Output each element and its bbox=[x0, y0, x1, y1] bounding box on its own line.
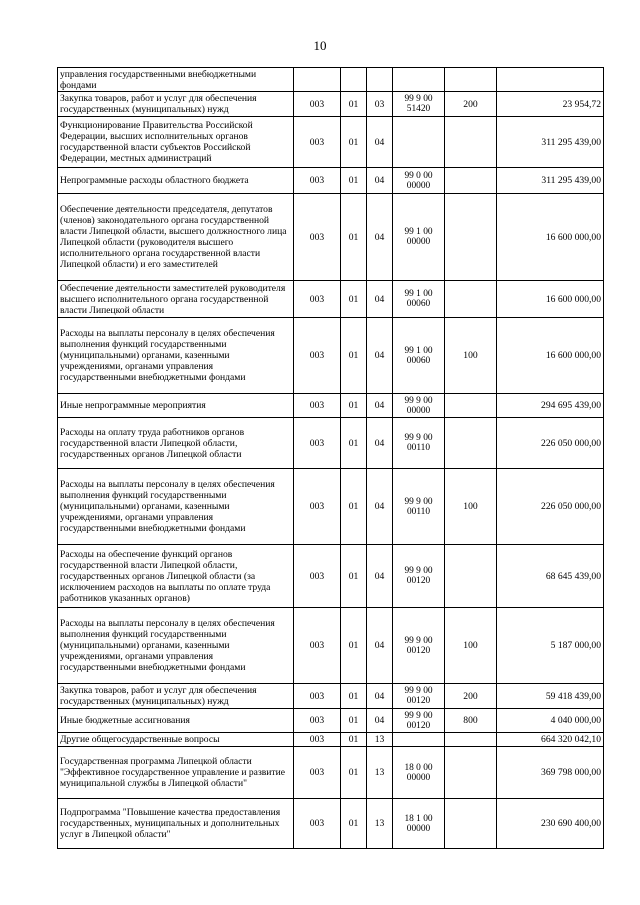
amount: 226 050 000,00 bbox=[497, 418, 604, 469]
expense-type-code: 200 bbox=[445, 684, 497, 709]
section-code: 01 bbox=[341, 733, 367, 747]
row-name: Расходы на выплаты персоналу в целях обеспечения выполнения функций государственными (муниципальными) органами, казенными учреждениями, органами управления государственными внебюджетными фондами bbox=[58, 469, 294, 545]
subsection-code bbox=[367, 68, 393, 92]
expense-type-code bbox=[445, 117, 497, 168]
expense-type-code: 100 bbox=[445, 469, 497, 545]
table-row bbox=[58, 117, 604, 168]
ministry-code: 003 bbox=[294, 709, 341, 733]
ministry-code bbox=[294, 68, 341, 92]
target-article-code: 99 9 00 00120 bbox=[393, 608, 445, 684]
amount: 16 600 000,00 bbox=[497, 318, 604, 394]
expense-type-code bbox=[445, 394, 497, 418]
target-article-code: 18 1 00 00000 bbox=[393, 799, 445, 849]
subsection-code: 04 bbox=[367, 418, 393, 469]
page-number: 10 bbox=[313, 38, 327, 53]
amount: 369 798 000,00 bbox=[497, 747, 604, 799]
amount: 68 645 439,00 bbox=[497, 545, 604, 608]
target-article-code bbox=[393, 68, 445, 92]
table-row bbox=[58, 318, 604, 394]
amount: 16 600 000,00 bbox=[497, 194, 604, 281]
subsection-code: 04 bbox=[367, 168, 393, 194]
expense-type-code bbox=[445, 68, 497, 92]
expense-type-code bbox=[445, 281, 497, 318]
expense-type-code: 100 bbox=[445, 318, 497, 394]
amount: 311 295 439,00 bbox=[497, 117, 604, 168]
subsection-code: 04 bbox=[367, 469, 393, 545]
amount: 5 187 000,00 bbox=[497, 608, 604, 684]
target-article-code: 99 9 00 00120 bbox=[393, 545, 445, 608]
section-code: 01 bbox=[341, 281, 367, 318]
target-article-code: 99 1 00 00060 bbox=[393, 281, 445, 318]
table-row bbox=[58, 194, 604, 281]
expense-type-code bbox=[445, 733, 497, 747]
table-row bbox=[58, 168, 604, 194]
table-row bbox=[58, 709, 604, 733]
expense-type-code bbox=[445, 545, 497, 608]
target-article-code: 99 9 00 00000 bbox=[393, 394, 445, 418]
subsection-code: 13 bbox=[367, 733, 393, 747]
subsection-code: 04 bbox=[367, 709, 393, 733]
target-article-code: 18 0 00 00000 bbox=[393, 747, 445, 799]
row-name: Закупка товаров, работ и услуг для обеспечения государственных (муниципальных) нужд bbox=[58, 92, 294, 117]
ministry-code: 003 bbox=[294, 168, 341, 194]
section-code: 01 bbox=[341, 684, 367, 709]
target-article-code: 99 1 00 00000 bbox=[393, 194, 445, 281]
row-name: Другие общегосударственные вопросы bbox=[58, 733, 294, 747]
ministry-code: 003 bbox=[294, 608, 341, 684]
expense-type-code bbox=[445, 418, 497, 469]
table-row bbox=[58, 418, 604, 469]
target-article-code: 99 9 00 00110 bbox=[393, 418, 445, 469]
ministry-code: 003 bbox=[294, 194, 341, 281]
ministry-code: 003 bbox=[294, 799, 341, 849]
ministry-code: 003 bbox=[294, 545, 341, 608]
table-row bbox=[58, 733, 604, 747]
section-code: 01 bbox=[341, 545, 367, 608]
row-name: Обеспечение деятельности председателя, депутатов (членов) законодательного органа государственной власти Липецкой области, высшего должностного лица Липецкой области (руководителя высшего исполнительного органа государственной власти Липецкой области) и его заместителей bbox=[58, 194, 294, 281]
amount: 311 295 439,00 bbox=[497, 168, 604, 194]
amount: 226 050 000,00 bbox=[497, 469, 604, 545]
ministry-code: 003 bbox=[294, 684, 341, 709]
target-article-code: 99 9 00 00110 bbox=[393, 469, 445, 545]
table-row bbox=[58, 799, 604, 849]
row-name: Расходы на выплаты персоналу в целях обеспечения выполнения функций государственными (муниципальными) органами, казенными учреждениями, органами управления государственными внебюджетными фондами bbox=[58, 318, 294, 394]
table-row bbox=[58, 92, 604, 117]
row-name: Государственная программа Липецкой области "Эффективное государственное управление и развитие муниципальной службы в Липецкой области" bbox=[58, 747, 294, 799]
row-name: Иные бюджетные ассигнования bbox=[58, 709, 294, 733]
section-code: 01 bbox=[341, 747, 367, 799]
target-article-code: 99 9 00 00120 bbox=[393, 709, 445, 733]
subsection-code: 04 bbox=[367, 608, 393, 684]
ministry-code: 003 bbox=[294, 394, 341, 418]
row-name: Непрограммные расходы областного бюджета bbox=[58, 168, 294, 194]
section-code: 01 bbox=[341, 608, 367, 684]
amount: 230 690 400,00 bbox=[497, 799, 604, 849]
section-code: 01 bbox=[341, 469, 367, 545]
section-code: 01 bbox=[341, 194, 367, 281]
target-article-code: 99 1 00 00060 bbox=[393, 318, 445, 394]
ministry-code: 003 bbox=[294, 418, 341, 469]
row-name: Закупка товаров, работ и услуг для обеспечения государственных (муниципальных) нужд bbox=[58, 684, 294, 709]
row-name: Иные непрограммные мероприятия bbox=[58, 394, 294, 418]
target-article-code bbox=[393, 733, 445, 747]
section-code: 01 bbox=[341, 709, 367, 733]
ministry-code: 003 bbox=[294, 92, 341, 117]
ministry-code: 003 bbox=[294, 733, 341, 747]
table-row bbox=[58, 469, 604, 545]
subsection-code: 13 bbox=[367, 799, 393, 849]
expense-type-code: 200 bbox=[445, 92, 497, 117]
subsection-code: 13 bbox=[367, 747, 393, 799]
section-code: 01 bbox=[341, 418, 367, 469]
amount: 16 600 000,00 bbox=[497, 281, 604, 318]
section-code: 01 bbox=[341, 394, 367, 418]
row-name: Подпрограмма "Повышение качества предоставления государственных, муниципальных и дополнительных услуг в Липецкой области" bbox=[58, 799, 294, 849]
expense-type-code bbox=[445, 747, 497, 799]
section-code: 01 bbox=[341, 92, 367, 117]
table-row bbox=[58, 608, 604, 684]
section-code: 01 bbox=[341, 168, 367, 194]
row-name: управления государственными внебюджетными фондами bbox=[58, 68, 294, 92]
expense-type-code bbox=[445, 168, 497, 194]
table-row bbox=[58, 394, 604, 418]
expense-type-code: 100 bbox=[445, 608, 497, 684]
subsection-code: 04 bbox=[367, 318, 393, 394]
row-name: Расходы на выплаты персоналу в целях обеспечения выполнения функций государственными (муниципальными) органами, казенными учреждениями, органами управления государственными внебюджетными фондами bbox=[58, 608, 294, 684]
subsection-code: 04 bbox=[367, 117, 393, 168]
amount: 664 320 042,10 bbox=[497, 733, 604, 747]
row-name: Расходы на обеспечение функций органов государственной власти Липецкой области, государственных органов Липецкой области (за исключением расходов на выплаты по оплате труда работников указанных органов) bbox=[58, 545, 294, 608]
expense-type-code bbox=[445, 194, 497, 281]
table-row bbox=[58, 747, 604, 799]
subsection-code: 03 bbox=[367, 92, 393, 117]
expense-type-code bbox=[445, 799, 497, 849]
table-row bbox=[58, 281, 604, 318]
section-code: 01 bbox=[341, 799, 367, 849]
ministry-code: 003 bbox=[294, 281, 341, 318]
section-code: 01 bbox=[341, 117, 367, 168]
subsection-code: 04 bbox=[367, 194, 393, 281]
section-code: 01 bbox=[341, 318, 367, 394]
budget-table bbox=[57, 67, 604, 849]
subsection-code: 04 bbox=[367, 545, 393, 608]
row-name: Функционирование Правительства Российской Федерации, высших исполнительных органов государственной власти субъектов Российской Федерации, местных администраций bbox=[58, 117, 294, 168]
amount bbox=[497, 68, 604, 92]
target-article-code bbox=[393, 117, 445, 168]
section-code bbox=[341, 68, 367, 92]
ministry-code: 003 bbox=[294, 469, 341, 545]
target-article-code: 99 0 00 00000 bbox=[393, 168, 445, 194]
table-row bbox=[58, 545, 604, 608]
subsection-code: 04 bbox=[367, 394, 393, 418]
target-article-code: 99 9 00 00120 bbox=[393, 684, 445, 709]
table-row bbox=[58, 684, 604, 709]
subsection-code: 04 bbox=[367, 684, 393, 709]
expense-type-code: 800 bbox=[445, 709, 497, 733]
row-name: Расходы на оплату труда работников органов государственной власти Липецкой области, государственных органов Липецкой области bbox=[58, 418, 294, 469]
ministry-code: 003 bbox=[294, 747, 341, 799]
ministry-code: 003 bbox=[294, 318, 341, 394]
amount: 294 695 439,00 bbox=[497, 394, 604, 418]
target-article-code: 99 9 00 51420 bbox=[393, 92, 445, 117]
amount: 23 954,72 bbox=[497, 92, 604, 117]
subsection-code: 04 bbox=[367, 281, 393, 318]
amount: 4 040 000,00 bbox=[497, 709, 604, 733]
table-row bbox=[58, 68, 604, 92]
amount: 59 418 439,00 bbox=[497, 684, 604, 709]
row-name: Обеспечение деятельности заместителей руководителя высшего исполнительного органа государственной власти Липецкой области bbox=[58, 281, 294, 318]
ministry-code: 003 bbox=[294, 117, 341, 168]
